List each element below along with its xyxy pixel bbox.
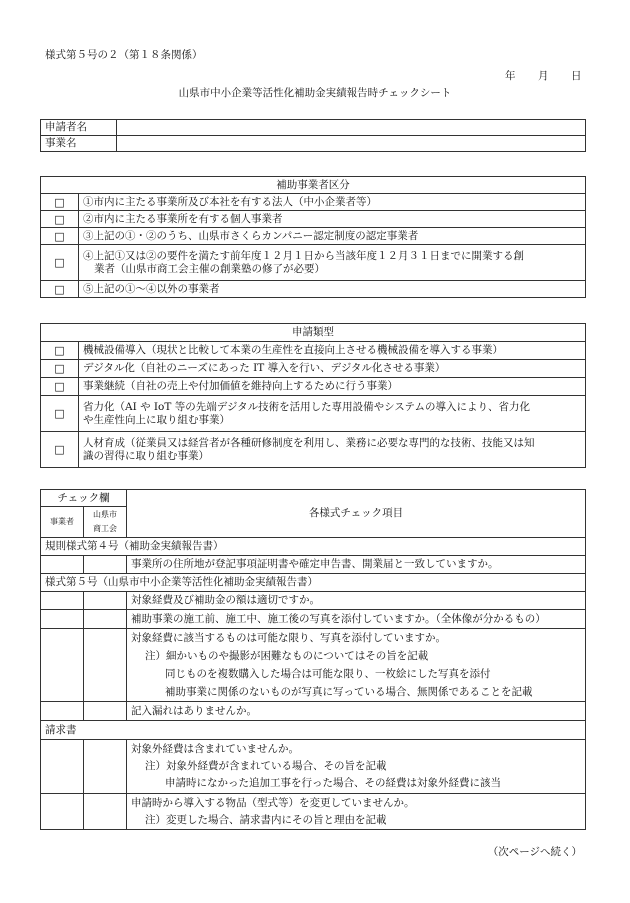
continued-note: （次ページへ続く） — [487, 846, 582, 858]
check-column-header: チェック欄 — [41, 490, 127, 507]
check-item-line: 対象外経費は含まれていませんか。 — [131, 743, 299, 755]
check-item-note: 注）細かいものや撮影が困難なものについてはその旨を記載 — [145, 650, 429, 662]
category-row — [41, 281, 586, 298]
type-text: デジタル化（自社のニーズにあった IT 導入を行い、デジタル化させる事業） — [79, 360, 586, 378]
category-text-line1: ④上記①又は②の要件を満たす前年度１２月１日から当該年度１２月３１日までに開業する創 — [83, 249, 524, 262]
type-row — [41, 342, 586, 360]
city-check-cell[interactable] — [84, 629, 127, 702]
check-item-text — [127, 794, 586, 830]
type-header: 申請類型 — [41, 324, 586, 342]
city-check-cell[interactable] — [84, 794, 127, 830]
category-text: ⑤上記の①～④以外の事業者 — [79, 281, 586, 298]
city-column-header-line1: 山県市 — [93, 510, 117, 519]
check-row — [41, 794, 586, 830]
checklist-table — [40, 489, 586, 830]
section-title-form4: 規則様式第４号（補助金実績報告書） — [41, 538, 586, 556]
business-column-header: 事業者 — [41, 507, 84, 538]
form-number: 様式第５号の２（第１８条関係） — [45, 49, 203, 61]
type-checkbox[interactable]: □ — [41, 360, 79, 378]
type-checkbox[interactable]: □ — [41, 396, 79, 432]
check-item-text: 事業所の住所地が登記事項証明書や確定申告書、開業届と一致していますか。 — [127, 556, 586, 574]
category-row — [41, 228, 586, 245]
type-text-line2: 識の習得に取り組む事業） — [83, 449, 209, 462]
city-check-cell[interactable] — [84, 610, 127, 629]
business-name-label: 事業名 — [41, 136, 117, 152]
category-header: 補助事業者区分 — [41, 177, 586, 194]
check-item-text: 補助事業の施工前、施工中、施工後の写真を添付していますか。（全体像が分かるもの） — [127, 610, 586, 629]
category-text — [79, 245, 586, 281]
check-item-note: 同じものを複数購入した場合は可能な限り、一枚絵にした写真を添付 — [165, 668, 491, 680]
category-checkbox[interactable]: □ — [41, 281, 79, 298]
category-table — [40, 176, 586, 298]
business-check-cell[interactable] — [41, 740, 84, 794]
check-item-line: 申請時から導入する物品（型式等）を変更していませんか。 — [131, 796, 415, 809]
category-row — [41, 211, 586, 228]
type-text-line1: 人材育成（従業員又は経営者が各種研修制度を利用し、業務に必要な専門的な技術、技能又は知 — [83, 436, 535, 449]
category-checkbox[interactable]: □ — [41, 194, 79, 211]
check-row — [41, 702, 586, 721]
applicant-name-label: 申請者名 — [41, 120, 117, 136]
business-check-cell[interactable] — [41, 592, 84, 610]
check-item-note: 注）変更した場合、請求書内にその旨と理由を記載 — [145, 813, 387, 826]
city-column-header — [84, 507, 127, 538]
section-title-form5: 様式第５号（山県市中小企業等活性化補助金実績報告書） — [41, 574, 586, 592]
date-year-label: 年 — [505, 70, 516, 82]
category-checkbox[interactable]: □ — [41, 211, 79, 228]
check-item-note: 注）対象外経費が含まれている場合、その旨を記載 — [145, 760, 387, 772]
check-row — [41, 629, 586, 702]
applicant-table — [40, 119, 586, 152]
type-row — [41, 360, 586, 378]
category-checkbox[interactable]: □ — [41, 228, 79, 245]
type-text: 機械設備導入（現状と比較して本業の生産性を直接向上させる機械設備を導入する事業） — [79, 342, 586, 360]
date-day-label: 日 — [571, 70, 582, 82]
category-row — [41, 194, 586, 211]
check-row — [41, 610, 586, 629]
category-text: ②市内に主たる事業所を有する個人事業者 — [79, 211, 586, 228]
category-checkbox[interactable]: □ — [41, 245, 79, 281]
date-month-label: 月 — [538, 70, 549, 82]
business-check-cell[interactable] — [41, 556, 84, 574]
check-row — [41, 592, 586, 610]
type-text-line1: 省力化（AI や IoT 等の先端デジタル技術を活用した専用設備やシステムの導入により、省力化 — [83, 400, 531, 413]
section-title-invoice: 請求書 — [41, 721, 586, 740]
business-check-cell[interactable] — [41, 702, 84, 721]
city-check-cell[interactable] — [84, 740, 127, 794]
check-row — [41, 556, 586, 574]
type-row — [41, 378, 586, 396]
city-check-cell[interactable] — [84, 702, 127, 721]
applicant-name-field[interactable] — [117, 120, 586, 136]
type-text-line2: や生産性向上に取り組む事業） — [83, 413, 230, 426]
category-row — [41, 245, 586, 281]
check-items-header: 各様式チェック項目 — [127, 490, 586, 538]
check-item-text: 記入漏れはありませんか。 — [127, 702, 586, 721]
category-text: ③上記の①・②のうち、山県市さくらカンパニー認定制度の認定事業者 — [79, 228, 586, 245]
type-text: 事業継続（自社の売上や付加価値を維持向上するために行う事業） — [79, 378, 586, 396]
check-item-text — [127, 629, 586, 702]
check-item-note: 申請時になかった追加工事を行った場合、その経費は対象外経費に該当 — [165, 777, 501, 789]
type-checkbox[interactable]: □ — [41, 378, 79, 396]
business-name-field[interactable] — [117, 136, 586, 152]
business-check-cell[interactable] — [41, 610, 84, 629]
city-check-cell[interactable] — [84, 592, 127, 610]
check-item-text — [127, 740, 586, 794]
type-row — [41, 396, 586, 432]
type-checkbox[interactable]: □ — [41, 342, 79, 360]
type-table — [40, 323, 586, 468]
check-item-note: 補助事業に関係のないものが写真に写っている場合、無関係であることを記載 — [165, 686, 533, 698]
type-text — [79, 396, 586, 432]
type-checkbox[interactable]: □ — [41, 432, 79, 468]
document-title: 山県市中小企業等活性化補助金実績報告時チェックシート — [178, 87, 452, 99]
business-check-cell[interactable] — [41, 794, 84, 830]
category-text-line2: 業者（山県市商工会主催の創業塾の修了が必要） — [94, 262, 325, 275]
check-item-text: 対象経費及び補助金の額は適切ですか。 — [127, 592, 586, 610]
city-column-header-line2: 商工会 — [93, 524, 117, 533]
check-item-line: 対象経費に該当するものは可能な限り、写真を添付していますか。 — [131, 632, 446, 644]
business-check-cell[interactable] — [41, 629, 84, 702]
type-text — [79, 432, 586, 468]
category-text: ①市内に主たる事業所及び本社を有する法人（中小企業者等） — [79, 194, 586, 211]
check-row — [41, 740, 586, 794]
type-row — [41, 432, 586, 468]
city-check-cell[interactable] — [84, 556, 127, 574]
